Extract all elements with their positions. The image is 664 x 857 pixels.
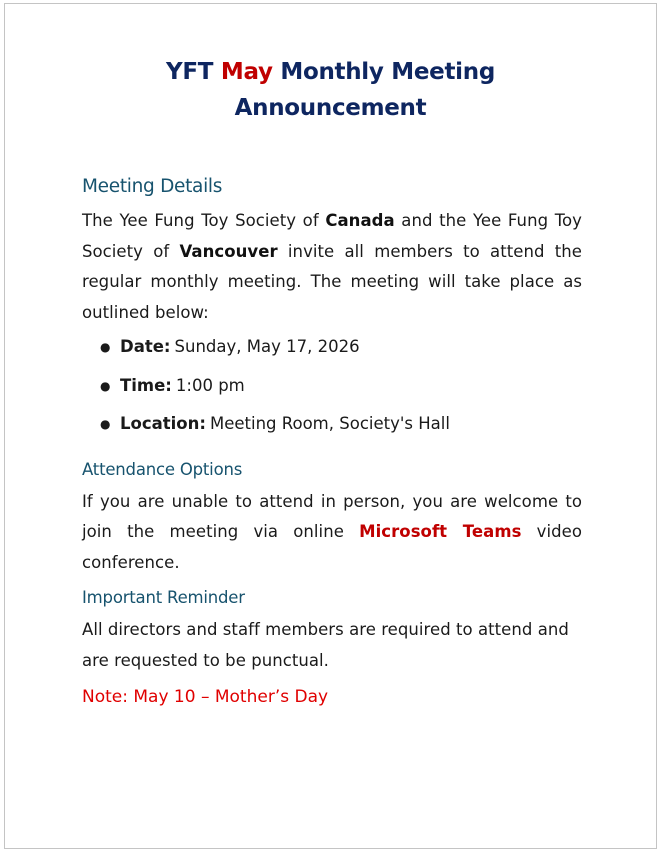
reminder-section [82, 586, 582, 676]
location-value: Meeting Room, Society's Hall [210, 414, 450, 433]
date-label: Date: [120, 337, 171, 356]
reminder-heading: Important Reminder [82, 588, 245, 607]
title-prefix: YFT [166, 59, 221, 85]
title-line1-rest: Monthly Meeting [272, 59, 495, 85]
md-bold-vancouver: Vancouver [179, 241, 278, 261]
meeting-details-paragraph [82, 206, 582, 328]
md-text-1: The Yee Fung Toy Society of [82, 211, 326, 230]
bullet-icon: ● [100, 378, 111, 393]
attendance-heading: Attendance Options [82, 459, 243, 479]
title-line-2: Announcement [234, 95, 427, 121]
page-title [5, 54, 656, 126]
bullet-icon: ● [100, 417, 111, 431]
time-value: 1:00 pm [175, 375, 245, 395]
title-month: May [220, 59, 273, 85]
reminder-paragraph: All directors and staff members are required to attend and are requested to be punctual. [82, 620, 569, 670]
mothers-day-note: Note: May 10 – Mother’s Day [82, 687, 329, 707]
md-bold-canada: Canada [325, 211, 395, 230]
time-label: Time: [120, 375, 172, 395]
meeting-details-heading: Meeting Details [82, 176, 223, 197]
meeting-details-list [82, 334, 582, 450]
attendance-text-1: If you are unable to attend in person, you are welcome to join the meeting via online [82, 491, 582, 541]
date-value: Sunday, May 17, 2026 [174, 337, 360, 356]
microsoft-teams-highlight: Microsoft Teams [359, 522, 522, 541]
document-body [82, 174, 582, 710]
attendance-section [82, 458, 582, 579]
attendance-paragraph [82, 487, 582, 579]
attendance-text-2: video conference. [82, 522, 582, 572]
bullet-icon: ● [100, 340, 111, 354]
meeting-details-section [82, 174, 582, 450]
document-page [4, 3, 657, 849]
md-text-2: and the Yee Fung Toy Society of [82, 211, 582, 261]
list-item-time [82, 373, 582, 412]
md-text-3: invite all members to attend the regular monthly meeting. The meeting will take place as outlined below: [82, 241, 582, 322]
title-line-1 [5, 54, 656, 90]
list-item-location [82, 411, 582, 450]
location-label: Location: [120, 414, 206, 433]
list-item-date [82, 334, 582, 373]
